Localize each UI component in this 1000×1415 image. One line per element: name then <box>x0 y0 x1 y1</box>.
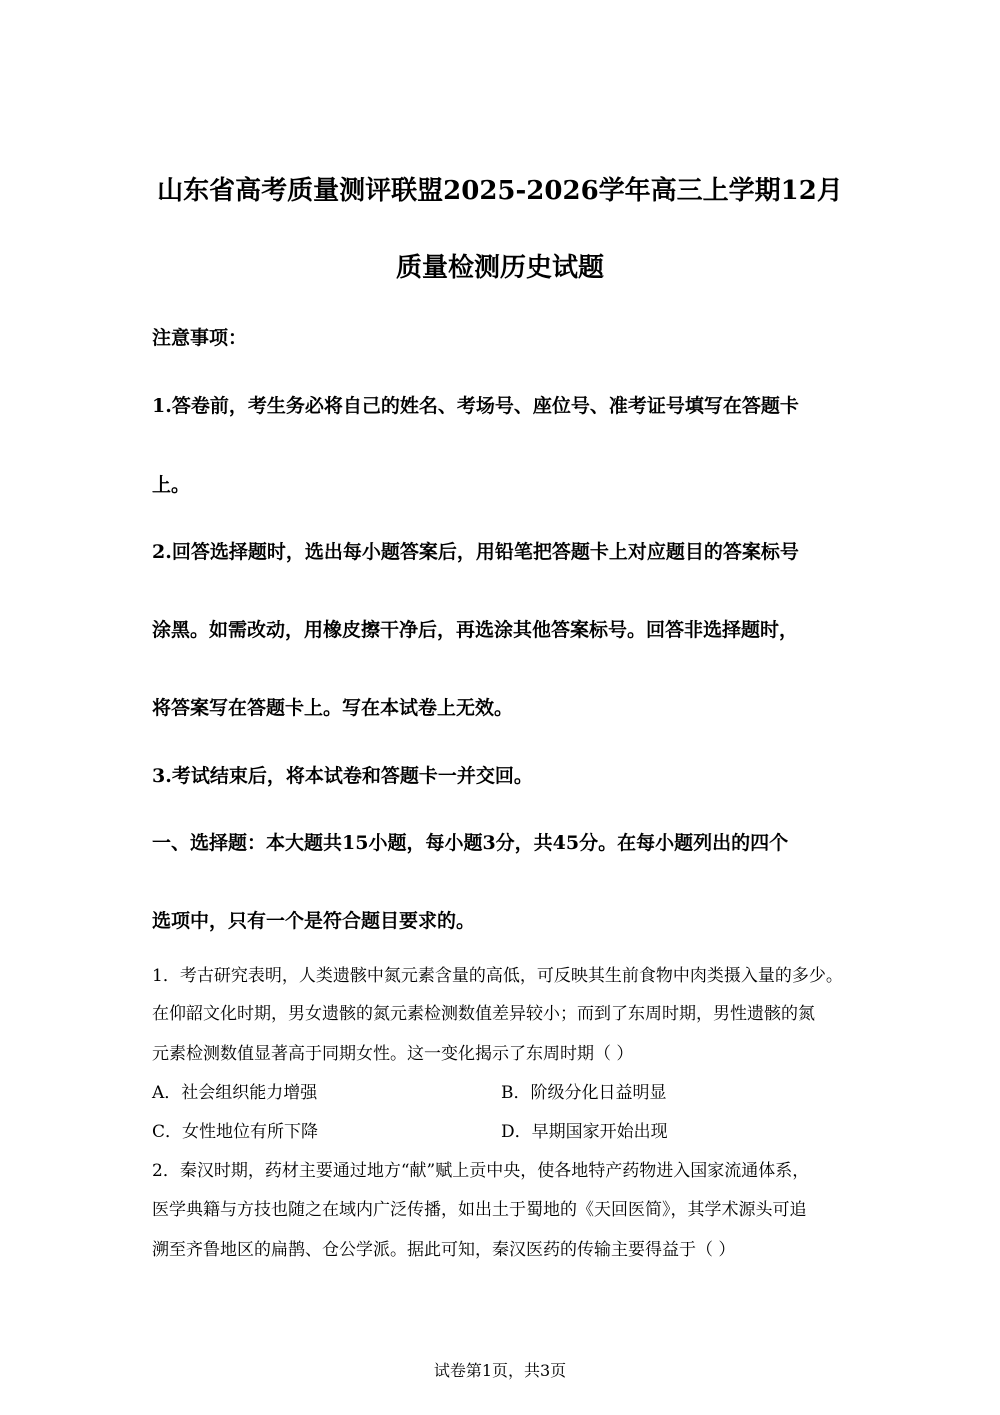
question-1-line-3: 元素检测数值显著高于同期女性。这一变化揭示了东周时期（ ） <box>152 1044 634 1064</box>
question-1-line-1: 1．考古研究表明，人类遗骸中氮元素含量的高低，可反映其生前食物中肉类摄入量的多少。 <box>152 966 843 986</box>
notice-item-2-line-3: 将答案写在答题卡上。写在本试卷上无效。 <box>152 697 514 719</box>
notice-item-1-line-1: 1.答卷前，考生务必将自己的姓名、考场号、座位号、准考证号填写在答题卡 <box>152 395 799 417</box>
question-1-option-c: C．女性地位有所下降 <box>152 1122 319 1142</box>
page-title-line2: 质量检测历史试题 <box>395 253 604 283</box>
notice-item-2-line-1: 2.回答选择题时，选出每小题答案后，用铅笔把答题卡上对应题目的答案标号 <box>152 541 799 563</box>
page-title-line1: 山东省高考质量测评联盟2025-2026学年高三上学期12月 <box>157 176 843 206</box>
page-footer: 试卷第1页，共3页 <box>433 1361 567 1380</box>
question-1-option-a: A．社会组织能力增强 <box>152 1083 318 1103</box>
notice-item-3: 3.考试结束后，将本试卷和答题卡一并交回。 <box>152 765 533 787</box>
notice-item-2-line-2: 涂黑。如需改动，用橡皮擦干净后，再选涂其他答案标号。回答非选择题时， <box>152 619 799 641</box>
question-2-line-1: 2．秦汉时期，药材主要通过地方“献”赋上贡中央，使各地特产药物进入国家流通体系， <box>152 1161 810 1181</box>
question-1-line-2: 在仰韶文化时期，男女遗骸的氮元素检测数值差异较小；而到了东周时期，男性遗骸的氮 <box>152 1004 815 1024</box>
notice-heading: 注意事项： <box>152 327 248 349</box>
section-heading-line-2: 选项中，只有一个是符合题目要求的。 <box>152 910 476 932</box>
notice-item-1-line-2: 上。 <box>152 474 191 496</box>
section-heading-line-1: 一、选择题：本大题共15小题，每小题3分，共45分。在每小题列出的四个 <box>152 832 789 854</box>
question-1-option-d: D．早期国家开始出现 <box>501 1122 668 1142</box>
question-1-option-b: B．阶级分化日益明显 <box>501 1083 667 1103</box>
question-2-line-2: 医学典籍与方技也随之在域内广泛传播，如出土于蜀地的《天回医简》，其学术源头可追 <box>152 1200 807 1220</box>
question-2-line-3: 溯至齐鲁地区的扁鹊、仓公学派。据此可知，秦汉医药的传输主要得益于（ ） <box>152 1240 736 1260</box>
